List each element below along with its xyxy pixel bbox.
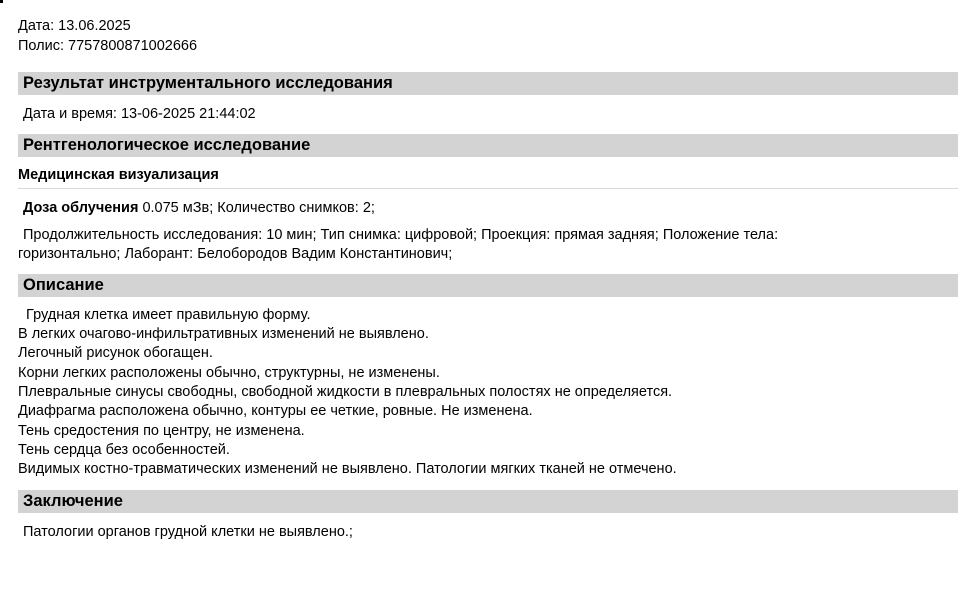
exam-params-line-1: Продолжительность исследования: 10 мин; Тип снимка: цифровой; Проекция: прямая задняя; Положение тела: xyxy=(23,227,779,243)
description-line: Корни легких расположены обычно, структурны, не изменены. xyxy=(18,365,440,381)
section-header-description xyxy=(18,274,958,297)
section-title-conclusion: Заключение xyxy=(23,492,123,510)
section-title-result: Результат инструментального исследования xyxy=(23,74,393,92)
exam-datetime: Дата и время: 13-06-2025 21:44:02 xyxy=(23,106,256,122)
description-line: Видимых костно-травматических изменений не выявлено. Патологии мягких тканей не отмечено. xyxy=(18,461,677,477)
report-date: Дата: 13.06.2025 xyxy=(18,18,131,34)
exam-params-line-2: горизонтально; Лаборант: Белобородов Вадим Константинович; xyxy=(18,246,453,262)
window-corner-mark xyxy=(0,0,3,3)
description-line: В легких очагово-инфильтративных изменений не выявлено. xyxy=(18,326,429,342)
description-line: Тень сердца без особенностей. xyxy=(18,442,230,458)
divider xyxy=(18,188,958,189)
description-line: Плевральные синусы свободны, свободной жидкости в плевральных полостях не определяется. xyxy=(18,384,673,400)
description-line: Диафрагма расположена обычно, контуры ее четкие, ровные. Не изменена. xyxy=(18,403,533,419)
description-line: Тень средостения по центру, не изменена. xyxy=(18,423,305,439)
section-title-xray: Рентгенологическое исследование xyxy=(23,136,311,154)
dose-label: Доза облучения xyxy=(23,200,139,216)
conclusion-text: Патологии органов грудной клетки не выявлено.; xyxy=(23,524,353,540)
section-header-result xyxy=(18,72,958,95)
description-line: Грудная клетка имеет правильную форму. xyxy=(18,307,311,323)
dose-value: 0.075 мЗв; Количество снимков: 2; xyxy=(138,200,375,216)
policy-number: Полис: 7757800871002666 xyxy=(18,38,198,54)
subheading-imaging: Медицинская визуализация xyxy=(18,167,219,183)
section-header-conclusion xyxy=(18,490,958,513)
section-title-description: Описание xyxy=(23,276,104,294)
section-header-xray xyxy=(18,134,958,157)
dose-line xyxy=(23,200,375,217)
description-line: Легочный рисунок обогащен. xyxy=(18,345,213,361)
